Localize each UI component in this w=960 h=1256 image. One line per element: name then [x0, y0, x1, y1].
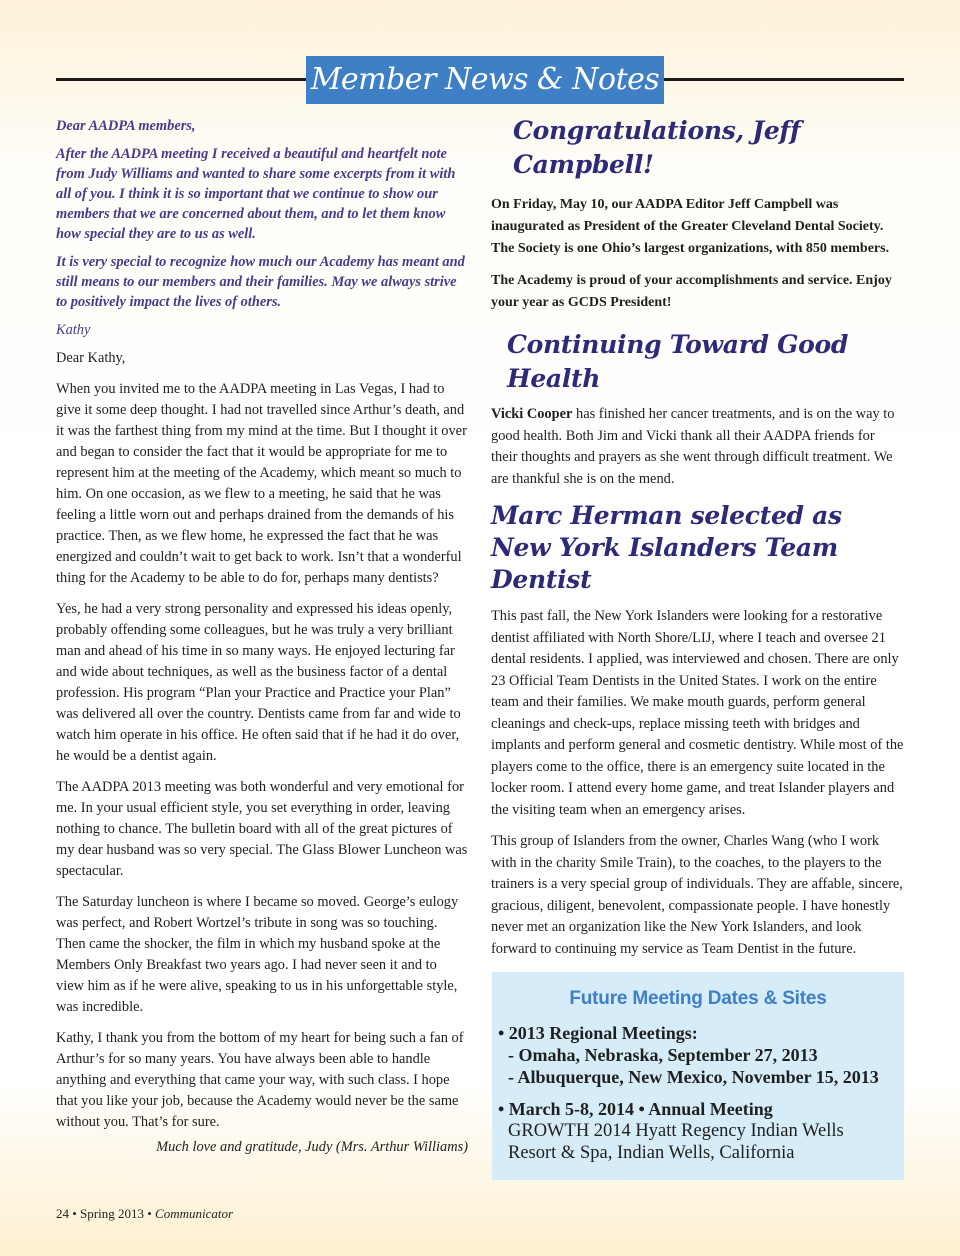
health-text: has finished her cancer treatments, and is on the way to good health. Both Jim and Vicki thank all their AADPA friends for their thoughts and prayers as she went through difficult treatment. We are thankful she is on the mend. — [491, 406, 895, 487]
list-spacer — [498, 1088, 904, 1098]
marc-paragraph: This group of Islanders from the owner, Charles Wang (who I work with in the charity Smile Train), to the coaches, to the players to the trainers is a very special group of individuals. They are affable, sincere, gracious, diligent, benevolent, compassionate people. I have honestly never met an organization like the New York Islanders, and look forward to continuing my service as Team Dentist in the future. — [491, 833, 903, 957]
letter-paragraph: Kathy, I thank you from the bottom of my heart for being such a fan of Arthur’s for so many years. You have always been able to handle anything and everything that came your way, with such class. I hope that you like your job, because the Academy would never be the same without you. That’s for sure. — [56, 1030, 464, 1130]
marc-paragraph: This past fall, the New York Islanders were looking for a restorative dentist affiliated with North Shore/LIJ, where I teach and oversee 21 dental residents. I applied, was interviewed and chosen. There are only 23 Official Team Dentists in the United States. I work on the entire team and their families. We make mouth guards, perform general cleanings and check-ups, replace missing teeth with bridges and implants and perform general and cosmetic dentistry. While most of the players come to the office, there is an emergency suite located in the locker room. I attend every home game, and treat Islander players and the visiting team when an emergency arises. — [491, 608, 904, 818]
congrats-paragraph: On Friday, May 10, our AADPA Editor Jeff Campbell was inaugurated as President of the Greater Cleveland Dental Society. The Society is one Ohio’s largest organizations, with 850 members. — [491, 197, 890, 256]
letter-paragraph: The AADPA 2013 meeting was both wonderful and very emotional for me. In your usual efficient style, you set everything in order, leaving nothing to chance. The bulletin board with all of the great pictures of my dear husband was so very special. The Glass Blower Luncheon was spectacular. — [56, 779, 468, 879]
omaha-item: - Omaha, Nebraska, September 27, 2013 — [508, 1045, 818, 1065]
health-name: Vicki Cooper — [491, 406, 573, 422]
future-meetings-list — [498, 1022, 904, 1164]
annual-venue-line2: Resort & Spa, Indian Wells, California — [508, 1143, 795, 1163]
letter-greeting: Dear Kathy, — [56, 350, 126, 366]
left-column — [56, 116, 468, 1157]
health-heading: Continuing Toward Good Health — [507, 330, 849, 393]
footer-page: 24 • Spring 2013 • — [56, 1206, 156, 1221]
header-rule-right — [664, 78, 904, 81]
annual-meeting-item: • March 5-8, 2014 • Annual Meeting — [498, 1099, 773, 1119]
future-meetings-title: Future Meeting Dates & Sites — [569, 988, 827, 1009]
congrats-heading: Congratulations, Jeff Campbell! — [513, 116, 801, 179]
intro-paragraph: After the AADPA meeting I received a beautiful and heartfelt note from Judy Williams and wanted to share some excerpts from it with all of you. I think it is so important that we continue to show our members that we are concerned about them, and to let them know how special they are to us as well. — [56, 146, 456, 242]
marc-heading-line2: New York Islanders Team Dentist — [491, 533, 838, 594]
footer-publication: Communicator — [155, 1206, 234, 1221]
intro-greeting: Dear AADPA members, — [56, 118, 196, 134]
page-footer — [56, 1206, 233, 1222]
marc-heading-line1: Marc Herman selected as — [491, 501, 842, 530]
albuquerque-item: - Albuquerque, New Mexico, November 15, 2013 — [508, 1067, 879, 1087]
right-column — [491, 112, 904, 990]
future-meetings-box — [492, 972, 904, 1180]
congrats-paragraph: The Academy is proud of your accomplishments and service. Enjoy your year as GCDS President! — [491, 273, 892, 310]
letter-signature: Much love and gratitude, Judy (Mrs. Arthur Williams) — [156, 1139, 468, 1155]
letter-paragraph: Yes, he had a very strong personality and expressed his ideas openly, probably offending some colleagues, but he was truly a very brilliant man and ahead of his time in so many ways. He enjoyed lecturing far and wide about techniques, as well as the business factor of a dental profession. His program “Plan your Practice and Practice your Plan” was delivered all over the country. Dentists came from far and wide to watch him operate in his office. He often said that if he had it do over, he would be a dentist again. — [56, 601, 461, 764]
annual-venue-line1: GROWTH 2014 Hyatt Regency Indian Wells — [508, 1121, 844, 1141]
regional-meetings-item: • 2013 Regional Meetings: — [498, 1023, 698, 1043]
health-paragraph — [491, 404, 904, 490]
intro-paragraph: It is very special to recognize how much our Academy has meant and still means to our members and their families. May we always strive to positively impact the lives of others. — [56, 254, 465, 310]
section-banner: Member News & Notes — [306, 56, 664, 104]
header-rule-left — [56, 78, 306, 81]
letter-paragraph: The Saturday luncheon is where I became so moved. George’s eulogy was perfect, and Robert Wortzel’s tribute in song was so touching. Then came the shocker, the film in which my husband spoke at the Members Only Breakfast two years ago. I had never seen it and to view him as if he were alive, speaking to us in his unforgettable style, was incredible. — [56, 894, 459, 1015]
letter-paragraph: When you invited me to the AADPA meeting in Las Vegas, I had to give it some deep thought. I had not travelled since Arthur’s death, and it was the farthest thing from my mind at the time. But I thought it over and began to consider the fact that it would be appropriate for me to represent him at the meeting of the Academy, which meant so much to him. On one occasion, as we flew to a meeting, he said that he was feeling a little worn out and perhaps drained from the demands of his practice. Then, as we flew home, he expressed the fact that he was energized and couldn’t wait to get back to work. Isn’t that a wonderful thing for the Academy to be able to do for, perhaps many dentists? — [56, 381, 467, 586]
intro-signature: Kathy — [56, 322, 91, 338]
marc-heading — [491, 500, 904, 596]
